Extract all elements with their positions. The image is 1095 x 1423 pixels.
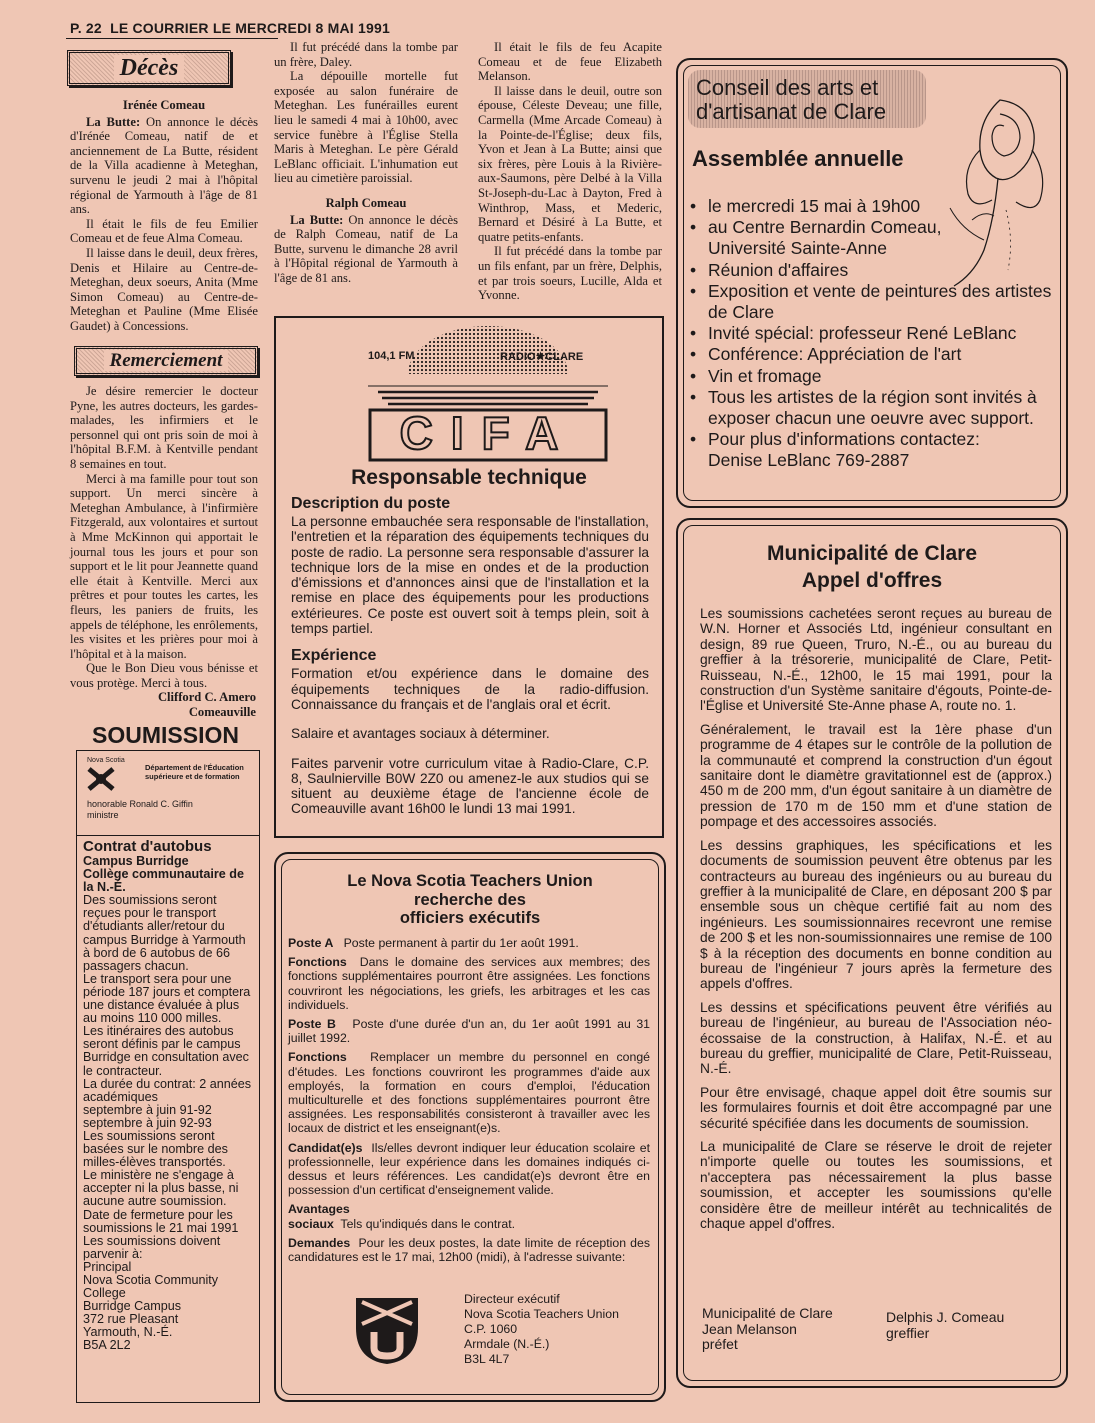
clare-title-1: Municipalité de Clare: [766, 542, 978, 565]
conseil-ad: [676, 58, 1068, 508]
clare-title-2: Appel d'offres: [801, 569, 943, 592]
nstu-logo-icon: [352, 1294, 422, 1366]
contract-body: Des soumissions seront reçues pour le transport d'étudiants aller/retour du campus Burridge à Yarmouth à bord de 6 autobus de 66 passagers chacun. Le transport sera pour une période 187 jours et comptera une distance évaluée à plus au moins 110 000 milles. Les itinéraires des autobus seront définis par le campus Burridge en consultation avec le contracteur. La durée du contrat: 2 années académiques septembre à juin 91-92 septembre à juin 92-93 Les soumissions seront basées sur le nombre des milles-élèves transportés. Le ministère ne s'engage à accepter ni la plus basse, ni aucune autre soumission. Date de fermeture pour les soumissions le 21 mai 1991 Les soumissions doivent parvenir à: Principal Nova Scotia Community College Burridge Campus 372 rue Pleasant Yarmouth, N.-É. B5A 2L2: [83, 893, 252, 1353]
cifa-logo-text: CIFA: [399, 407, 577, 459]
conseil-title-1: Conseil des arts et: [696, 75, 879, 100]
minister-name: honorable Ronald C. Giffin: [87, 799, 193, 809]
soumission-title: SOUMISSION: [92, 722, 239, 748]
clare-signature-2: Delphis J. Comeau greffier: [886, 1309, 1005, 1341]
job-experience: Formation et/ou expérience dans le domaine des équipements techniques de la radio-diffusion. Connaissance du français et de l'anglais oral et écrit.: [291, 666, 649, 712]
obituary-ralph-cont: Il était le fils de feu Acapite Comeau et de feue Elizabeth Melanson. Il laisse dans le deuil, outre son épouse, Céleste Deveau; une fille, Carmella (Mme Arcade Comeau) à la Pointe-de-l'Église; deux fils, Yvon et Jean à La Butte; ainsi que six frères, père Louis à la Rivière-aux-Saumons, père Delbé à la Villa St-Joseph-du-Lac à Dayton, Fred à Winthrop, Mass, et Mederic, Bernard et Désiré à La Butte, et quatre petits-enfants. Il fut précédé dans la tombe par un fils enfant, par un frère, Delphis, et par trois soeurs, Lucille, Alda et Yvonne.: [478, 40, 662, 303]
nstu-title-1: Le Nova Scotia Teachers Union: [347, 872, 593, 890]
obituary-irene: Irénée Comeau La Butte: On annonce le décès d'Irénée Comeau, natif de et anciennement de La Butte, résident de la Villa acadienne à Meteghan, survenu le jeudi 2 mai à l'hôpital régional de Yarmouth à l'âge de 81 ans. Il était le fils de feu Emilier Comeau et de feue Alma Comeau. Il laisse dans le deuil, deux frères, Denis et Hilaire au Centre-de-Meteghan, deux soeurs, Anita (Mme Simon Comeau) au Centre-de-Meteghan et Pauline (Mme Elisée Gaudet) à Concessions.: [70, 98, 259, 333]
conseil-heading: Assemblée annuelle: [692, 146, 904, 171]
job-description: La personne embauchée sera responsable de l'installation, l'entretien et la réparation des équipements techniques du poste de radio. La personne sera responsable d'assurer la technique lors de la mise en ondes et de la production d'émissions et d'annonces ainsi que de l'installation et la remise en place des équipements pour les productions extérieures. Ce poste est ouvert soit à temps plein, soit à temps partiel.: [291, 514, 649, 637]
nstu-ad: Le Nova Scotia Teachers Union recherche des officiers exécutifs Poste A Poste permanent à partir du 1er août 1991. Fonctions Dans le domaine des services aux membres; des fonctions supplémentaires pourront être assignées. Les fonctions couvriront les négociations, les griefs, les arbitrages et les cas individuels. Poste B Poste d'une durée d'un an, du 1er août 1991 au 31 juillet 1992. Fonctions Remplacer un membre du personnel en congé d'études. Les fonctions couvriront les programmes d'aide aux employés, la formation en cours d'emploi, l'éducation multiculturelle et des fonctions supplémentaires pourront être assignées. Les responsabilités consisteront à travailler avec les locaux de district et les enseignant(e)s. Candidat(e)s Ils/elles devront indiquer leur éducation scolaire et professionnelle, leur expérience dans les domaines indiqués ci-dessus et leurs références. Les candidat(e)s devront être en possession d'un certificat d'enseignement valide. Avantages sociaux Tels qu'indiqués dans le contrat. Demandes Pour les deux postes, la date limite de réception des candidatures est le 17 mai, 12h00 (midi), à l'adresse suivante: Directeur exécutif Nova Scotia Teachers Union C.P. 1060 Armdale (N.-É.) B3L 4L7: [274, 852, 666, 1402]
contract-sub2: Collège communautaire de la N.-É.: [83, 867, 244, 895]
paper-dateline: LE COURRIER LE MERCREDI 8 MAI 1991: [110, 20, 390, 36]
dept-name: Département de l'Éducation supérieure et de formation: [145, 763, 244, 781]
job-apply: Faites parvenir votre curriculum vitae à Radio-Clare, C.P. 8, Saulnierville B0W 2Z0 ou amenez-le aux studios qui se situent au deuxième étage de l'ancienne école de Comeauville avant 16h00 le lundi 13 mai 1991.: [291, 755, 649, 817]
header-rule: [66, 38, 278, 39]
ns-label: Nova Scotia: [87, 757, 125, 764]
section-heading: Description du poste: [291, 495, 451, 512]
bus-contract-box: [76, 832, 260, 1403]
obituary-name: Ralph Comeau: [325, 195, 407, 210]
minister-title: ministre: [87, 810, 119, 820]
soumission-box: [76, 750, 260, 836]
obituary-irene-cont: Il fut précédé dans la tombe par un frère, Daley. La dépouille mortelle fut exposée au salon funéraire de Meteghan. Les funérailles eurent lieu le samedi 4 mai à 10h00, avec service funèbre à l'Église Stella Maris à Meteghan. Le père Gérald LeBlanc officiait. L'inhumation eut lieu au cimetière paroissial. Ralph Comeau La Butte: On annonce le décès de Ralph Comeau, natif de La Butte, survenu le dimanche 28 avril à l'Hôpital régional de Yarmouth à l'âge de 81 ans.: [274, 40, 458, 285]
ns-crest-icon: [87, 765, 115, 793]
job-salary: Salaire et avantages sociaux à déterminer.: [291, 726, 550, 742]
nstu-title-3: officiers exécutifs: [399, 909, 541, 927]
page-number: P. 22: [70, 20, 102, 36]
conseil-list: • le mercredi 15 mai à 19h00 • au Centre Bernardin Comeau, Université Sainte-Anne • Réunion d'affaires • Exposition et vente de peintures des artistes de Clare • Invité spécial: professeur René LeBlanc • Conférence: Appréciation de l'art • Vin et fromage • Tous les artistes de la région sont invités à exposer chacun une oeuvre avec support. • Pour plus d'informations contactez: Denise LeBlanc 769-2887: [688, 196, 1060, 472]
conseil-title-2: d'artisanat de Clare: [696, 99, 887, 124]
nstu-address: Directeur exécutif Nova Scotia Teachers Union C.P. 1060 Armdale (N.-É.) B3L 4L7: [464, 1292, 619, 1366]
cifa-ad: [274, 316, 664, 838]
contract-sub1: Campus Burridge: [83, 854, 189, 868]
remerciement-text: Je désire remercier le docteur Pyne, les autres docteurs, les gardes-malades, les infirmiers et le personnel qui ont pris soin de moi à l'hôpital B.F.M. à Kentville pendant 8 semaines en tout. Merci à ma famille pour tout son support. Un merci sincère à Meteghan Ambulance, à l'infirmière Fitzgerald, aux volontaires et surtout à Mme McKinnon qui apportait le journal tous les jours et pour son support et le lit pour Jeannette quand elle était à Kentville. Merci aux prêtres et pour toutes les cartes, les fleurs, les paniers de fruits, les appels de téléphone, les enrôlements, les visites et les prières pour moi à l'hôpital et à la maison. Que le Bon Dieu vous bénisse et vous protège. Merci à tous. Clifford C. Amero Comeauville: [70, 384, 258, 720]
signature-name: Clifford C. Amero: [157, 690, 256, 705]
deces-rubric: Décès: [67, 50, 231, 86]
radio-frequency: 104,1 FM: [368, 350, 415, 362]
remerciement-rubric: Remerciement: [74, 346, 258, 376]
nstu-title-2: recherche des: [414, 890, 526, 909]
job-title: Responsable technique: [351, 466, 587, 489]
page-header: [70, 20, 390, 36]
section-heading: Expérience: [291, 647, 377, 665]
signature-place: Comeauville: [188, 705, 256, 720]
contract-heading: Contrat d'autobus: [83, 838, 212, 855]
obituary-name: Irénée Comeau: [122, 98, 206, 112]
clare-body: Les soumissions cachetées seront reçues au bureau de W.N. Horner et Associés Ltd, ingénieur consultant en design, 89 rue Queen, Truro, N.-É., ou au bureau du greffier à la trésorerie, municipalité de Clare, Petit-Ruisseau, N.-É., 12h00, le 15 mai 1991, pour la construction d'un Système sanitaire d'égouts, Pointe-de-l'Église et Université Ste-Anne phase A, route no. 1. Généralement, le travail est la 1ère phase d'un programme de 4 étapes sur le contrôle de la pollution de la communauté et comprend la construction d'un égout sanitaire dont le diamètre gravitationnel est de (approx.) 450 m de 200 mm, d'un égout sanitaire à un diamètre de pression de 170 m de 150 mm et d'une station de pompage et des accessoires associés. Les dessins graphiques, les spécifications et les documents de soumission peuvent être obtenus par les contracteurs au bureau des ingénieurs ou au bureau du greffier à la municipalité de Clare, en déposant 200 $ par ensemble sous un chèque certifié fait au nom des ingénieurs. Les soumissionnaires recevront une remise de 200 $ et les non-soumissionnaires une remise de 100 $ à la réception des documents en bonne condition au bureau de l'ingénieur 7 jours après la fermeture des appels d'offres. Les dessins et spécifications peuvent être vérifiés au bureau de l'ingénieur, au bureau de l'Association néo-écossaise de la construction, à Halifax, N.-É. et au bureau du greffier, municipalité de Clare, Petit-Ruisseau, N.-É. Pour être envisagé, chaque appel doit être soumis sur les formulaires fournis et doit être accompagné par une sécurité spécifiée dans les documents de soumission. La municipalité de Clare se réserve le droit de rejeter n'importe quelle ou toutes les soumissions, et n'acceptera pas nécessairement la plus basse soumission, et accepter les soumissions qu'elle considère être de meilleur intérêt au technicalités de chaque appel d'offres.: [700, 606, 1052, 1232]
radio-name: RADIO★CLARE: [500, 351, 584, 363]
clare-ad: [676, 518, 1068, 1388]
clare-signature-1: Municipalité de Clare Jean Melanson préfet: [702, 1305, 833, 1352]
